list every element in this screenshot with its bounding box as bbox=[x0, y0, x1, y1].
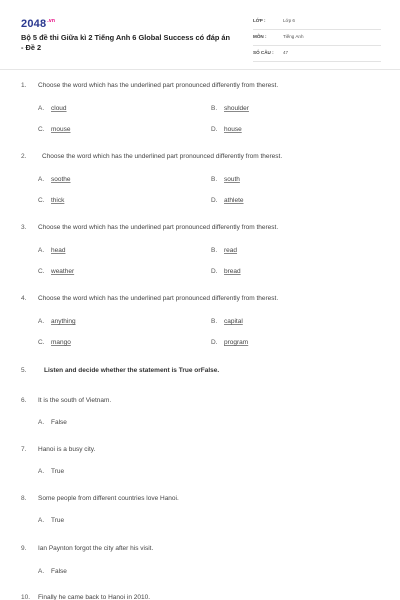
question-text: Finally he came back to Hanoi in 2010. bbox=[38, 594, 151, 600]
option-d[interactable]: D. house bbox=[211, 126, 242, 133]
answer-option[interactable]: A. False bbox=[38, 419, 67, 426]
question-text: Choose the word which has the underlined part pronounced differently from therest. bbox=[38, 224, 279, 231]
question-1 bbox=[21, 82, 391, 132]
page-cutoff bbox=[0, 590, 400, 600]
meta-row-count bbox=[253, 46, 381, 62]
option-a[interactable]: A. head bbox=[38, 247, 66, 254]
answer-option[interactable]: A. True bbox=[38, 517, 65, 524]
question-number: 10. bbox=[21, 594, 31, 600]
question-text: Ian Paynton forgot the city after his visit. bbox=[38, 545, 154, 552]
question-7 bbox=[21, 446, 391, 478]
meta-label: LỚP : bbox=[253, 18, 266, 23]
option-c[interactable]: C. weather bbox=[38, 268, 75, 275]
question-number: 8. bbox=[21, 495, 27, 502]
header-divider bbox=[0, 69, 400, 70]
option-c[interactable]: C. thick bbox=[38, 197, 65, 204]
question-text: It is the south of Vietnam. bbox=[38, 397, 112, 404]
meta-label: SỐ CÂU : bbox=[253, 50, 274, 55]
answer-option[interactable]: A. True bbox=[38, 468, 65, 475]
meta-value: 47 bbox=[283, 50, 289, 55]
option-a[interactable]: A. cloud bbox=[38, 105, 67, 112]
document-meta bbox=[253, 14, 381, 62]
question-5 bbox=[21, 367, 391, 379]
meta-row-subject bbox=[253, 30, 381, 46]
question-number: 5. bbox=[21, 367, 27, 374]
option-a[interactable]: A. anything bbox=[38, 318, 76, 325]
meta-label: MÔN : bbox=[253, 34, 267, 39]
question-number: 9. bbox=[21, 545, 27, 552]
option-b[interactable]: B. south bbox=[211, 176, 240, 183]
question-8 bbox=[21, 495, 391, 527]
site-logo[interactable] bbox=[21, 18, 55, 30]
option-b[interactable]: B. shoulder bbox=[211, 105, 249, 112]
question-number: 4. bbox=[21, 295, 27, 302]
logo-domain: .vn bbox=[47, 18, 56, 24]
meta-row-class bbox=[253, 14, 381, 30]
question-6 bbox=[21, 397, 391, 429]
option-c[interactable]: C. mango bbox=[38, 339, 71, 346]
question-number: 7. bbox=[21, 446, 27, 453]
option-d[interactable]: D. athlete bbox=[211, 197, 244, 204]
question-number: 3. bbox=[21, 224, 27, 231]
question-2 bbox=[21, 153, 391, 203]
document-title: Bộ 5 đề thi Giữa kì 2 Tiếng Anh 6 Global Success có đáp án - Đề 2 bbox=[21, 33, 231, 52]
question-4 bbox=[21, 295, 391, 345]
document-header bbox=[21, 14, 381, 62]
question-text: Choose the word which has the underlined part pronounced differently from therest. bbox=[38, 295, 279, 302]
question-text: Choose the word which has the underlined part pronounced differently from therest. bbox=[38, 82, 279, 89]
question-10 bbox=[21, 594, 391, 600]
question-text: Hanoi is a busy city. bbox=[38, 446, 96, 453]
question-text: Choose the word which has the underlined part pronounced differently from therest. bbox=[42, 153, 283, 160]
answer-option[interactable]: A. False bbox=[38, 568, 67, 575]
option-c[interactable]: C. mouse bbox=[38, 126, 71, 133]
question-9 bbox=[21, 545, 391, 577]
question-number: 2. bbox=[21, 153, 27, 160]
question-text: Some people from different countries love Hanoi. bbox=[38, 495, 179, 502]
meta-value: Tiếng Anh bbox=[283, 34, 304, 39]
option-d[interactable]: D. program bbox=[211, 339, 249, 346]
option-b[interactable]: B. read bbox=[211, 247, 238, 254]
meta-value: Lớp 6 bbox=[283, 18, 295, 23]
option-a[interactable]: A. soothe bbox=[38, 176, 71, 183]
option-d[interactable]: D. bread bbox=[211, 268, 241, 275]
question-text: Listen and decide whether the statement is True orFalse. bbox=[44, 367, 220, 374]
logo-text: 2048 bbox=[21, 18, 47, 30]
question-number: 1. bbox=[21, 82, 27, 89]
question-3 bbox=[21, 224, 391, 274]
question-number: 6. bbox=[21, 397, 27, 404]
option-b[interactable]: B. capital bbox=[211, 318, 243, 325]
